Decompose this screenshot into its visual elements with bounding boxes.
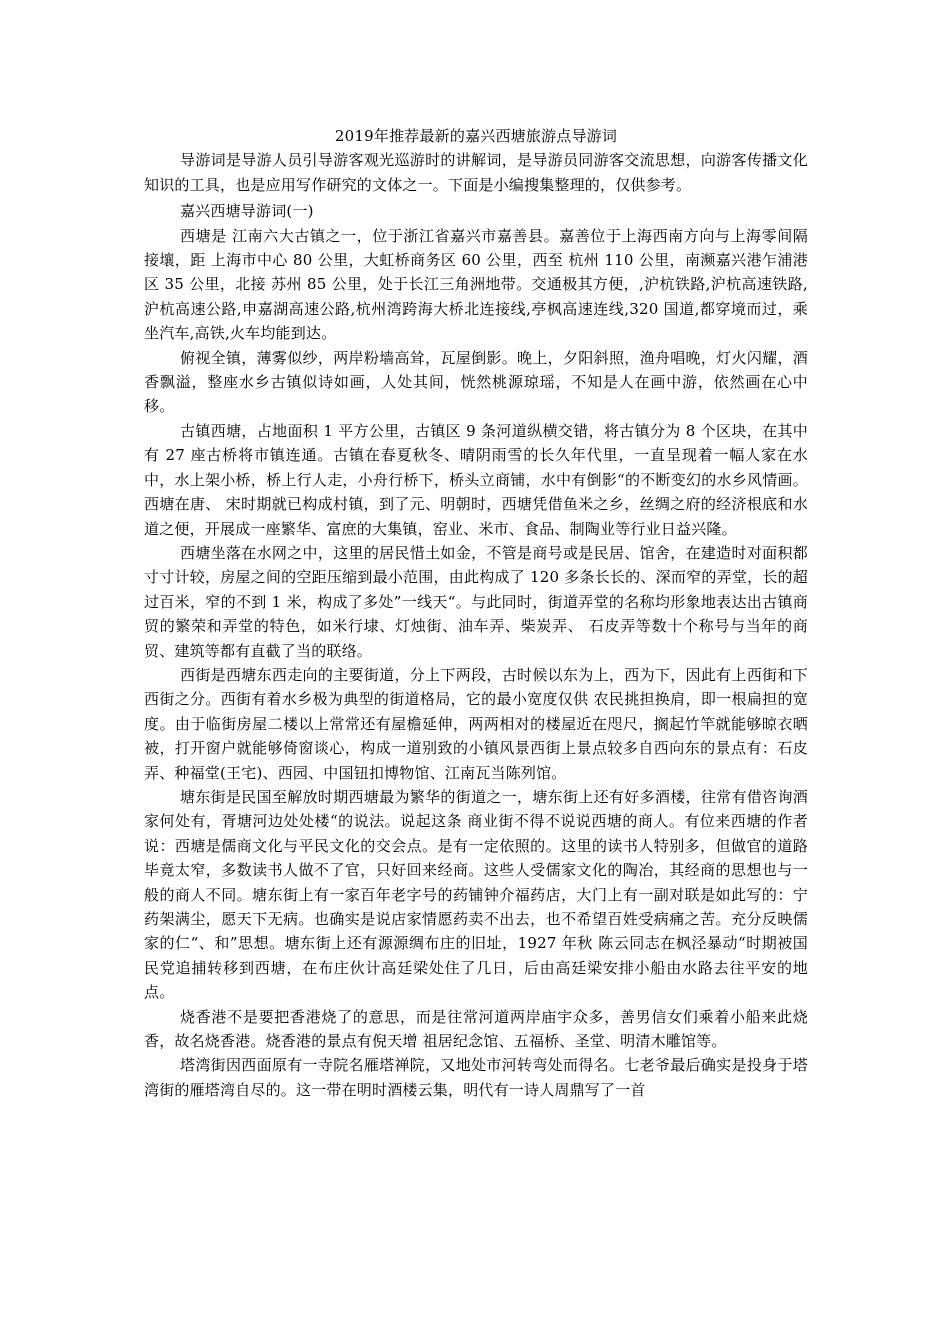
body-paragraph: 俯视全镇，薄雾似纱，两岸粉墙高耸，瓦屋倒影。晚上，夕阳斜照，渔舟唱晚，灯火闪耀，酒香飘溢，整座水乡古镇似诗如画，人处其间，恍然桃源琼瑶，不知是人在画中游，依然画在心中移。 — [144, 348, 808, 416]
document-title: 2019年推荐最新的嘉兴西塘旅游点导游词 — [334, 127, 618, 145]
body-paragraph: 塘东街是民国至解放时期西塘最为繁华的街道之一，塘东街上还有好多酒楼，往常有借咨询酒家何处有，胥塘河边处处楼“的说法。说起这条 商业街不得不说说西塘的商人。有位来西塘的作者说：西塘是儒商文化与平民文化的交会点。是有一定依照的。这里的读书人特别多，但做官的道路毕竟太窄，多数读书人做不了官，只好回来经商。这些人受儒家文化的陶冶，其经商的思想也与一般的商人不同。塘东街上有一家百年老字号的药铺钟介福药店，大门上有一副对联是如此写的：宁药架满尘，愿天下无病。也确实是说店家情愿药卖不出去，也不希望百姓受病痛之苦。充分反映儒家的仁“、和”思想。塘东街上还有源源绸布庄的旧址，1927 年秋 陈云同志在枫泾暴动“时期被国民党追捕转移到西塘，在布庄伙计高廷梁处住了几日，后由高廷梁安排小船由水路去往平安的地点。 — [144, 787, 808, 1002]
body-paragraph: 西塘坐落在水网之中，这里的居民惜土如金，不管是商号或是民居、馆舍，在建造时对面积都寸寸计较，房屋之间的空距压缩到最小范围，由此构成了 120 多条长长的、深而窄的弄堂，长的超过百米，窄的不到 1 米，构成了多处”一线天“。与此同时，街道弄堂的名称均形象地表达出古镇商贸的繁荣和弄堂的特色，如米行埭、灯烛街、油车弄、柴炭弄、 石皮弄等数十个称号与当年的商贸、建筑等都有直截了当的联络。 — [144, 543, 808, 660]
document-page — [144, 124, 808, 1102]
body-paragraph: 塔湾街因西面原有一寺院名雁塔禅院，又地处市河转弯处而得名。七老爷最后确实是投身于塔湾街的雁塔湾自尽的。这一带在明时酒楼云集，明代有一诗人周鼎写了一首 — [144, 1056, 808, 1099]
section-heading: 嘉兴西塘导游词(一) — [180, 202, 314, 221]
intro-paragraph: 导游词是导游人员引导游客观光巡游时的讲解词，是导游员同游客交流思想，向游客传播文化知识的工具，也是应用写作研究的文体之一。下面是小编搜集整理的，仅供参考。 — [144, 151, 808, 194]
body-paragraph: 西街是西塘东西走向的主要街道，分上下两段，古时候以东为上，西为下，因此有上西街和下西街之分。西街有着水乡极为典型的街道格局，它的最小宽度仅供 农民挑担换肩，即一根扁担的宽度。由于临街房屋二楼以上常常还有屋檐延伸，两两相对的楼屋近在咫尺，搁起竹竿就能够晾衣晒被，打开窗户就能够倚窗谈心，构成一道别致的小镇风景西街上景点较多自西向东的景点有：石皮弄、种福堂(王宅)、西园、中国钮扣博物馆、江南瓦当陈列馆。 — [144, 665, 808, 782]
body-paragraph: 古镇西塘，占地面积 1 平方公里，古镇区 9 条河道纵横交错，将古镇分为 8 个区块，在其中有 27 座古桥将市镇连通。古镇在春夏秋冬、晴阴雨雪的长久年代里，一直呈现着一幅人家在水中，水上架小桥，桥上行人走，小舟行桥下，桥头立商铺，水中有倒影“的不断变幻的水乡风情画。 西塘在唐、 宋时期就已构成村镇，到了元、明朝时，西塘凭借鱼米之乡，丝绸之府的经济根底和水道之便，开展成一座繁华、富庶的大集镇，窑业、米市、食品、制陶业等行业日益兴隆。 — [144, 421, 808, 538]
body-paragraph: 烧香港不是要把香港烧了的意思，而是往常河道两岸庙宇众多，善男信女们乘着小船来此烧香，故名烧香港。烧香港的景点有倪天增 祖居纪念馆、五福桥、圣堂、明清木雕馆等。 — [144, 1007, 808, 1051]
body-paragraph: 西塘是 江南六大古镇之一，位于浙江省嘉兴市嘉善县。嘉善位于上海西南方向与上海零间隔接壤，距 上海市中心 80 公里，大虹桥商务区 60 公里，西至 杭州 110 公里，南濒嘉兴港乍浦港区 35 公里，北接 苏州 85 公里，处于长江三角洲地带。交通极其方便，,沪杭铁路,沪杭高速铁路,沪杭高速公路,申嘉湖高速公路,杭州湾跨海大桥北连接线,亭枫高速连线,320 国道,都穿境而过，乘坐汽车,高铁,火车均能到达。 — [144, 226, 808, 343]
